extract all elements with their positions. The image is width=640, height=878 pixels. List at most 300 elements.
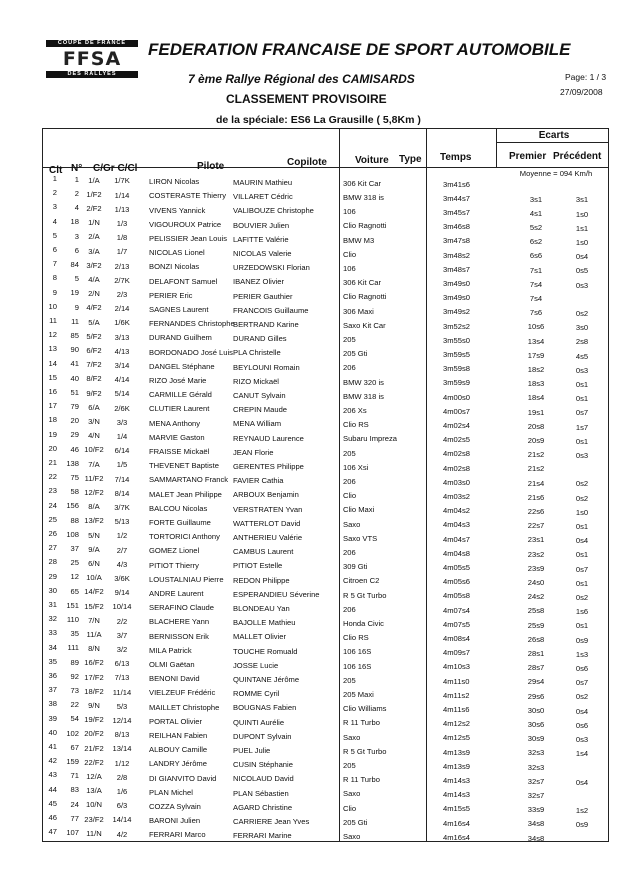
cell-temps: 4m04s3 [443, 520, 471, 530]
cell-temps: 4m12s5 [443, 733, 471, 743]
cell-copilote: VALIBOUZE Christophe [233, 206, 314, 216]
cell-group-rank: 22/F2 [84, 757, 104, 767]
cell-num: 79 [70, 402, 79, 411]
cell-copilote: WATTERLOT David [233, 518, 301, 528]
cell-group-rank: 2/N [88, 289, 100, 299]
cell-pilote: PERIER Eric [149, 290, 193, 300]
cell-pilote: DANGEL Stéphane [149, 361, 215, 371]
cell-copilote: AGARD Christine [233, 802, 293, 812]
cell-ecart-precedent: 1s0 [575, 237, 589, 247]
cell-ecart-premier: 32s7 [527, 776, 545, 786]
cell-copilote: DURAND Gilles [233, 334, 287, 344]
cell-temps: 4m08s4 [443, 634, 471, 643]
cell-num: 151 [66, 600, 79, 610]
cell-class-rank: 3/2 [116, 645, 128, 654]
cell-ecart-premier: 32s3 [527, 748, 545, 758]
cell-ecart-precedent: 0s6 [575, 720, 589, 730]
cell-group-rank: 5/N [88, 530, 100, 540]
cell-temps: 4m10s3 [443, 662, 471, 672]
cell-num: 12 [70, 572, 79, 582]
header-temps: Temps [440, 152, 472, 163]
cell-temps: 4m11s6 [443, 705, 470, 714]
cell-temps: 3m46s8 [443, 222, 471, 232]
cell-copilote: BLONDEAU Yan [233, 604, 290, 613]
cell-ecart-premier: 23s2 [527, 549, 545, 559]
column-divider [496, 129, 497, 167]
cell-ecart-precedent: 0s1 [575, 621, 589, 631]
cell-voiture: Clio RS [343, 420, 369, 430]
header-clt: Clt [49, 165, 63, 176]
cell-pilote: COSTERASTE Thierry [149, 191, 227, 201]
cell-clt: 20 [48, 443, 57, 453]
cell-ecart-premier: 30s6 [527, 719, 545, 729]
cell-group-rank: 9/A [88, 544, 100, 554]
cell-clt: 41 [48, 742, 57, 751]
header-voiture: Voiture [355, 155, 389, 166]
cell-voiture: Saxo Kit Car [343, 320, 386, 330]
cell-voiture: 206 [343, 477, 356, 486]
cell-voiture: Citroen C2 [343, 576, 380, 586]
cell-voiture: Clio Ragnotti [343, 292, 387, 302]
cell-ecart-premier: 23s9 [527, 563, 545, 573]
cell-pilote: MILA Patrick [149, 645, 192, 655]
cell-group-rank: 8/A [88, 502, 100, 512]
cell-class-rank: 1/5 [116, 460, 128, 470]
cell-copilote: VERSTRATEN Yvan [233, 504, 303, 514]
header-ecarts: Ecarts [538, 130, 570, 141]
cell-ecart-precedent: 0s4 [575, 252, 589, 262]
cell-group-rank: 10/N [85, 800, 103, 810]
cell-temps: 3m49s0 [443, 279, 471, 288]
cell-ecart-precedent: 0s1 [575, 379, 589, 389]
cell-pilote: BERNISSON Erik [149, 631, 209, 641]
cell-voiture: 205 Gti [343, 817, 368, 827]
cell-ecart-premier: 24s2 [527, 592, 545, 602]
cell-class-rank: 1/13 [114, 204, 130, 214]
cell-clt: 9 [52, 287, 57, 297]
cell-clt: 39 [48, 713, 57, 723]
cell-copilote: BAJOLLE Mathieu [233, 618, 296, 628]
cell-ecart-precedent: 0s9 [575, 820, 589, 830]
cell-ecart-premier: 28s1 [527, 648, 545, 658]
cell-copilote: CARRIERE Jean Yves [233, 817, 310, 826]
header-premier: Premier [509, 151, 547, 162]
cell-temps: 4m07s5 [443, 619, 471, 629]
cell-copilote: PLA Christelle [233, 348, 281, 358]
cell-pilote: CARMILLE Gérald [149, 390, 212, 400]
cell-clt: 16 [48, 387, 57, 396]
header-copilote: Copilote [287, 157, 327, 168]
cell-ecart-premier: 34s8 [527, 819, 545, 829]
cell-num: 102 [66, 728, 79, 738]
cell-class-rank: 12/14 [112, 716, 132, 725]
cell-ecart-precedent: 2s8 [575, 337, 589, 347]
cell-copilote: PITIOT Estelle [233, 561, 283, 571]
cell-pilote: VIELZEUF Frédéric [149, 688, 216, 698]
cell-num: 58 [70, 487, 79, 497]
cell-clt: 15 [48, 372, 57, 382]
cell-ecart-premier: 10s6 [527, 322, 545, 332]
cell-copilote: CREPIN Maude [233, 405, 288, 415]
cell-clt: 19 [48, 429, 57, 439]
cell-clt: 3 [52, 202, 57, 212]
table-row [43, 827, 610, 845]
cell-ecart-precedent: 0s1 [575, 394, 589, 404]
cell-ecart-premier: 18s3 [527, 379, 545, 389]
cell-class-rank: 1/8 [116, 233, 128, 243]
cell-pilote: FORTE Guillaume [149, 518, 211, 527]
cell-temps: 4m14s3 [443, 790, 471, 800]
cell-ecart-precedent: 1s3 [575, 649, 589, 659]
cell-clt: 44 [48, 784, 57, 794]
cell-temps: 3m41s6 [443, 179, 471, 189]
cell-num: 4 [74, 203, 79, 213]
cell-temps: 4m07s4 [443, 605, 471, 615]
cell-pilote: TORTORICI Anthony [149, 532, 220, 542]
cell-class-rank: 6/13 [114, 659, 130, 669]
cell-temps: 4m15s5 [443, 804, 471, 814]
cell-group-rank: 3/N [88, 417, 100, 426]
cell-voiture: 205 Gti [343, 349, 368, 359]
cell-group-rank: 10/F2 [84, 445, 104, 455]
cell-pilote: PORTAL Olivier [149, 716, 203, 726]
cell-clt: 30 [48, 585, 57, 595]
cell-clt: 28 [48, 557, 57, 567]
cell-num: 20 [70, 416, 79, 426]
cell-clt: 33 [48, 628, 57, 638]
cell-class-rank: 8/13 [114, 730, 130, 740]
cell-ecart-precedent: 0s7 [575, 564, 589, 574]
cell-temps: 4m05s8 [443, 591, 471, 601]
cell-temps: 3m59s9 [443, 378, 471, 388]
cell-ecart-precedent: 0s5 [575, 266, 589, 276]
cell-temps: 3m49s0 [443, 293, 471, 303]
average-speed: Moyenne = 094 Km/h [519, 169, 593, 178]
cell-temps: 4m05s6 [443, 577, 471, 587]
cell-temps: 3m45s7 [443, 208, 471, 217]
cell-group-rank: 7/N [88, 615, 100, 625]
cell-class-rank: 2/7K [114, 275, 130, 285]
cell-voiture: R 5 Gt Turbo [343, 746, 387, 756]
cell-group-rank: 6/N [88, 559, 100, 568]
cell-temps: 4m02s8 [443, 449, 471, 459]
cell-voiture: BMW 320 is [343, 377, 384, 387]
cell-num: 67 [70, 742, 79, 752]
cell-ecart-premier: 6s6 [529, 251, 543, 261]
cell-pilote: VIGOUROUX Patrice [149, 219, 222, 229]
cell-temps: 4m09s7 [443, 648, 471, 658]
cell-temps: 4m04s7 [443, 534, 471, 544]
cell-ecart-premier: 21s4 [527, 478, 545, 488]
cell-pilote: PELISSIER Jean Louis [149, 234, 228, 243]
cell-clt: 21 [48, 458, 57, 467]
cell-ecart-premier: 30s0 [527, 705, 545, 715]
cell-ecart-precedent: 0s7 [575, 678, 589, 688]
cell-voiture: 206 [343, 363, 356, 373]
cell-group-rank: 4/N [88, 431, 100, 441]
header-type: Type [399, 154, 422, 165]
cell-pilote: MARVIE Gaston [149, 432, 205, 442]
cell-clt: 11 [49, 316, 57, 325]
cell-clt: 4 [52, 216, 57, 226]
cell-clt: 5 [52, 230, 57, 240]
cell-group-rank: 11/A [86, 630, 102, 639]
cell-voiture: Clio Ragnotti [343, 221, 387, 231]
cell-group-rank: 12/A [86, 772, 102, 781]
cell-class-rank: 2/2 [116, 616, 128, 626]
cell-clt: 43 [48, 770, 57, 780]
cell-voiture: Subaru Impreza [343, 434, 398, 444]
cell-clt: 24 [48, 500, 57, 510]
cell-ecart-precedent: 1s1 [575, 223, 589, 233]
cell-group-rank: 6/A [88, 402, 100, 412]
cell-pilote: DI GIANVITO David [149, 773, 217, 783]
cell-copilote: CUSIN Stéphanie [233, 760, 293, 770]
cell-ecart-precedent: 0s3 [575, 734, 589, 744]
cell-copilote: BEYLOUNI Romain [233, 362, 300, 372]
cell-ecart-precedent: 1s0 [575, 507, 589, 517]
cell-ecart-precedent: 0s1 [575, 436, 589, 446]
cell-ecart-premier: 24s0 [527, 577, 545, 587]
cell-num: 85 [70, 331, 79, 340]
cell-pilote: DURAND Guilhem [149, 333, 212, 343]
cell-ecart-premier: 29s6 [527, 691, 545, 701]
cell-temps: 3m59s5 [443, 350, 471, 359]
cell-temps: 4m13s9 [443, 761, 471, 771]
cell-copilote: CANUT Sylvain [233, 391, 286, 400]
cell-group-rank: 5/F2 [86, 331, 102, 341]
cell-ecart-precedent: 0s2 [575, 479, 589, 489]
cell-ecart-premier: 22s6 [527, 506, 545, 516]
cell-group-rank: 21/F2 [84, 743, 104, 753]
cell-ecart-precedent: 0s1 [575, 521, 589, 531]
cell-copilote: IBANEZ Olivier [233, 277, 285, 287]
cell-class-rank: 10/14 [112, 602, 132, 612]
cell-class-rank: 3/7K [114, 503, 130, 512]
cell-ecart-premier: 7s4 [529, 293, 543, 303]
cell-voiture: 106 [343, 264, 356, 273]
cell-ecart-premier: 26s8 [527, 634, 545, 644]
cell-ecart-premier: 21s2 [527, 464, 545, 474]
header-precedent: Précédent [553, 151, 602, 162]
cell-voiture: Clio [343, 491, 357, 501]
cell-ecart-precedent: 1s7 [575, 422, 589, 432]
cell-group-rank: 4/F2 [86, 303, 102, 313]
cell-num: 18 [70, 217, 79, 227]
cell-ecart-premier: 29s4 [527, 677, 545, 687]
cell-class-rank: 6/3 [116, 801, 128, 811]
cell-copilote: QUINTI Aurélie [233, 717, 285, 727]
cell-group-rank: 11/N [86, 828, 102, 838]
cell-temps: 3m44s7 [443, 193, 471, 203]
cell-voiture: 206 Xs [343, 406, 367, 415]
cell-copilote: FRANCOIS Guillaume [233, 305, 309, 315]
cell-clt: 47 [48, 827, 57, 837]
cell-class-rank: 2/3 [116, 290, 128, 299]
cell-num: 25 [70, 558, 79, 568]
cell-num: 29 [70, 430, 79, 440]
cell-voiture: 205 [343, 675, 356, 685]
cell-num: 5 [74, 274, 79, 284]
cell-temps: 4m00s0 [443, 392, 471, 402]
cell-num: 46 [70, 444, 79, 454]
cell-voiture: 205 [343, 448, 356, 458]
cell-group-rank: 9/N [88, 701, 100, 710]
cell-temps: 4m04s8 [443, 548, 471, 558]
cell-ecart-precedent: 0s2 [575, 493, 589, 503]
cell-temps: 3m59s8 [443, 364, 471, 374]
cell-num: 156 [66, 501, 79, 511]
cell-copilote: VILLARET Cédric [233, 192, 293, 202]
cell-ecart-premier: 20s9 [527, 435, 545, 445]
cell-clt: 42 [48, 756, 57, 766]
cell-clt: 25 [48, 514, 57, 524]
cell-ecart-precedent: 0s4 [575, 777, 589, 787]
cell-ecart-premier: 4s1 [529, 208, 543, 218]
cell-pilote: PLAN Michel [149, 787, 193, 797]
cell-num: 71 [70, 771, 79, 781]
cell-voiture: Saxo [343, 832, 361, 841]
cell-clt: 26 [48, 529, 57, 538]
results-table [42, 128, 609, 842]
cell-pilote: BORDONADO José Luis [149, 347, 233, 357]
cell-copilote: ANTHERIEU Valérie [233, 533, 303, 542]
cell-pilote: RIZO José Marie [149, 376, 207, 385]
cell-num: 92 [70, 671, 79, 681]
logo-bottom-band: DES RALLYES [46, 71, 138, 78]
cell-ecart-premier: 3s1 [529, 194, 543, 204]
cell-temps: 4m11s0 [443, 676, 470, 686]
cell-copilote: BERTRAND Karine [233, 320, 299, 329]
special-stage: de la spéciale: ES6 La Grausille ( 5,8Km ) [216, 114, 421, 126]
cell-class-rank: 4/13 [114, 346, 130, 356]
cell-group-rank: 6/F2 [86, 346, 102, 355]
cell-voiture: 306 Maxi [343, 306, 374, 316]
logo-top-band: COUPE DE FRANCE [46, 40, 138, 47]
cell-ecart-precedent: 0s3 [575, 280, 589, 290]
cell-clt: 45 [48, 798, 57, 808]
cell-ecart-premier: 21s6 [527, 492, 545, 502]
cell-temps: 4m04s2 [443, 506, 471, 516]
cell-class-rank: 1/3 [116, 219, 128, 228]
cell-group-rank: 23/F2 [84, 814, 104, 824]
cell-ecart-premier: 5s2 [529, 222, 543, 232]
cell-ecart-premier: 32s7 [527, 790, 545, 800]
cell-temps: 4m14s3 [443, 776, 471, 785]
cell-copilote: MAURIN Mathieu [233, 178, 293, 187]
cell-voiture: Clio [343, 249, 357, 259]
cell-num: 54 [70, 714, 79, 724]
cell-class-rank: 2/7 [116, 545, 128, 555]
cell-group-rank: 1/F2 [86, 189, 102, 199]
logo-mark: FFSA [62, 48, 122, 70]
cell-pilote: GOMEZ Lionel [149, 546, 200, 556]
cell-ecart-premier: 18s2 [527, 364, 545, 374]
cell-num: 89 [70, 657, 79, 667]
cell-num: 111 [67, 643, 79, 653]
cell-clt: 12 [48, 330, 57, 340]
page-number: Page: 1 / 3 [565, 72, 607, 82]
cell-num: 19 [70, 288, 79, 298]
cell-temps: 3m48s7 [443, 264, 471, 274]
cell-num: 77 [70, 813, 79, 823]
cell-num: 159 [66, 757, 79, 766]
cell-ecart-precedent: 1s2 [575, 805, 589, 815]
cell-group-rank: 18/F2 [84, 686, 104, 696]
cell-pilote: MAILLET Christophe [149, 702, 220, 712]
cell-group-rank: 4/A [88, 275, 100, 284]
cell-num: 2 [74, 189, 79, 198]
cell-num: 84 [70, 260, 79, 269]
cell-clt: 46 [48, 813, 57, 822]
cell-clt: 22 [48, 472, 57, 482]
cell-ecart-premier: 20s8 [527, 421, 545, 431]
cell-pilote: COZZA Sylvain [149, 802, 201, 811]
cell-group-rank: 2/A [88, 232, 100, 242]
cell-voiture: 205 [343, 335, 356, 344]
cell-copilote: MENA William [233, 419, 282, 429]
cell-ecart-precedent: 0s1 [575, 550, 589, 560]
cell-voiture: 309 Gti [343, 562, 368, 572]
cell-class-rank: 9/14 [114, 588, 130, 598]
cell-group-rank: 9/F2 [86, 388, 102, 398]
cell-group-rank: 3/A [88, 246, 100, 256]
cell-group-rank: 7/A [88, 459, 100, 469]
cell-class-rank: 5/14 [114, 389, 130, 399]
cell-num: 107 [66, 828, 79, 837]
header-cgr: C/Gr C/Cl [93, 163, 138, 174]
cell-num: 51 [70, 387, 79, 397]
cell-class-rank: 3/7 [116, 630, 128, 640]
cell-clt: 38 [48, 699, 57, 709]
cell-group-rank: 8/F2 [86, 374, 102, 384]
header-pilote: Pilote [197, 161, 225, 172]
cell-class-rank: 2/6K [114, 403, 130, 413]
cell-clt: 27 [48, 543, 57, 553]
cell-voiture: Saxo [343, 732, 361, 742]
cell-ecart-precedent: 0s7 [575, 408, 589, 418]
cell-copilote: URZEDOWSKI Florian [233, 263, 310, 273]
cell-class-rank: 8/14 [114, 488, 130, 498]
cell-copilote: BOUVIER Julien [233, 220, 290, 230]
cell-clt: 8 [52, 273, 57, 283]
cell-temps: 4m03s2 [443, 492, 471, 501]
cell-num: 75 [70, 473, 79, 482]
cell-ecart-precedent: 0s3 [575, 450, 589, 460]
cell-class-rank: 11/14 [112, 687, 132, 697]
cell-temps: 3m47s8 [443, 236, 471, 246]
cell-group-rank: 16/F2 [84, 658, 104, 668]
cell-group-rank: 2/F2 [86, 204, 102, 213]
cell-pilote: VIVENS Yannick [149, 205, 206, 215]
cell-voiture: Clio [343, 803, 357, 813]
cell-voiture: R 11 Turbo [343, 718, 381, 728]
cell-num: 110 [66, 615, 79, 624]
cell-copilote: FAVIER Cathia [233, 476, 284, 486]
cell-temps: 4m02s5 [443, 435, 471, 445]
cell-ecart-precedent: 0s4 [575, 536, 589, 546]
cell-pilote: REILHAN Fabien [149, 731, 208, 740]
cell-num: 3 [74, 231, 79, 241]
cell-num: 40 [70, 373, 79, 383]
cell-class-rank: 3/3 [116, 417, 128, 427]
cell-voiture: 306 Kit Car [343, 278, 381, 288]
cell-group-rank: 19/F2 [84, 715, 104, 725]
cell-copilote: FERRARI Marine [233, 831, 292, 841]
cell-voiture: BMW 318 is [343, 193, 384, 202]
cell-class-rank: 1/12 [114, 758, 130, 768]
cell-pilote: BALCOU Nicolas [149, 503, 208, 513]
